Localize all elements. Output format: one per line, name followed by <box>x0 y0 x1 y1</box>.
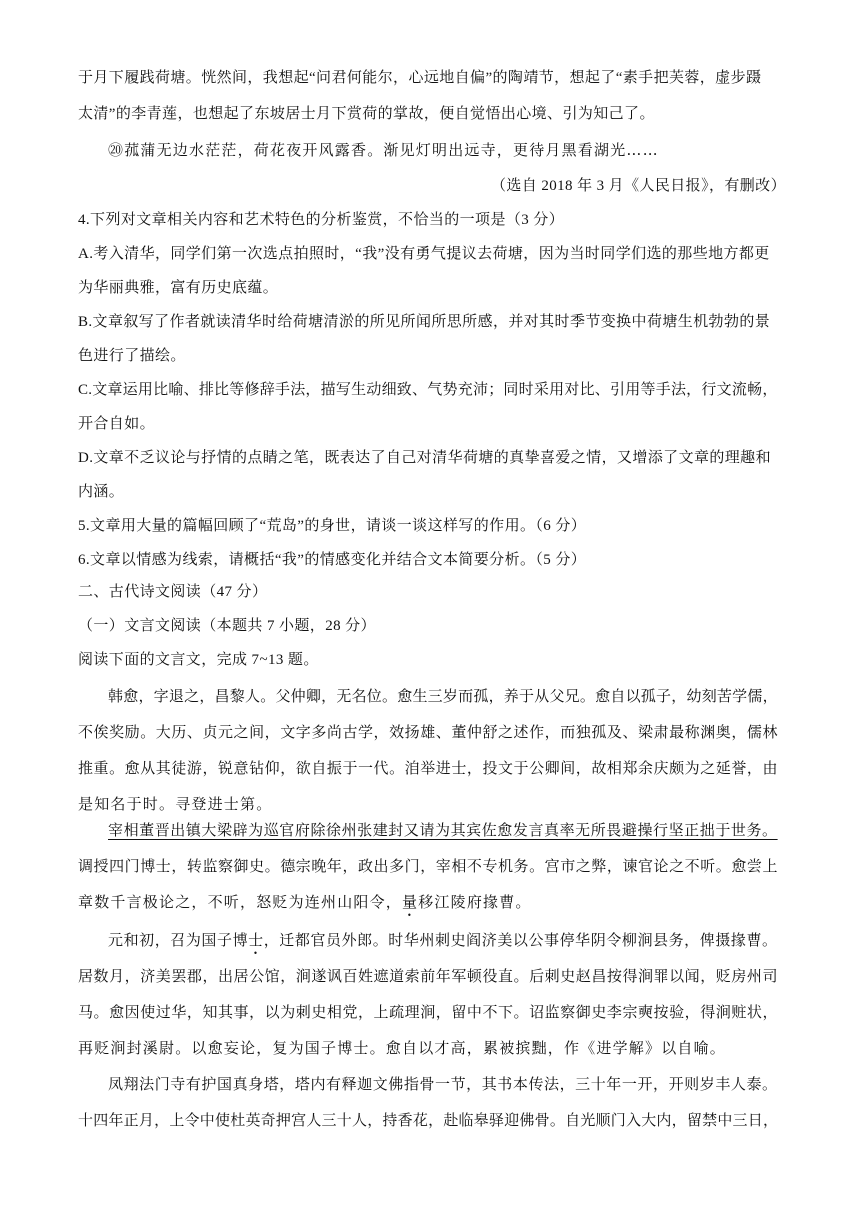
classical-paragraph-1-line-2: 不俟奖励。大历、贞元之间，文字多尚古学，效扬雄、董仲舒之述作，而独孤及、梁肃最称渊奥，儒林 <box>78 723 779 741</box>
classical-paragraph-1-line-3: 推重。愈从其徒游，锐意钻仰，欲自振于一代。洎举进士，投文于公卿间，故相郑余庆颇为之延誉，由 <box>78 759 779 777</box>
emphasized-character: 士 <box>248 931 264 949</box>
classical-text-segment: 元和初，召为国子博 <box>108 931 249 949</box>
classical-paragraph-3-line-1 <box>108 930 778 958</box>
question-4-option-d-line-2: 内涵。 <box>78 484 125 500</box>
classical-text-segment: ，迁都官员外郎。时华州刺史阎济美以公事停华阴令柳涧县务，俾摄掾曹。 <box>263 931 778 949</box>
classical-paragraph-4-line-1: 凤翔法门寺有护国真身塔，塔内有释迦文佛指骨一节，其书本传法，三十年一开，开则岁丰人泰。 <box>108 1075 778 1093</box>
emphasized-character: 量 <box>402 893 419 911</box>
classical-paragraph-3-line-2: 居数月，济美罢郡，出居公馆，涧遂讽百姓遮道索前年军顿役直。后刺史赵昌按得涧罪以闻，贬房州司 <box>78 967 779 985</box>
question-6: 6.文章以情感为线索，请概括“我”的情感变化并结合文本简要分析。（5 分） <box>78 552 587 568</box>
question-4-option-b-line-2: 色进行了描绘。 <box>78 348 186 364</box>
essay-source: （选自 2018 年 3 月《人民日报》，有删改） <box>490 178 786 194</box>
classical-paragraph-1-line-4: 是知名于时。寻登进士第。 <box>78 795 273 813</box>
classical-text-segment: 章数千言极论之，不听，怒贬为连州山阳令， <box>78 893 403 911</box>
question-4-option-c-line-1: C.文章运用比喻、排比等修辞手法，描写生动细致、气势充沛；同时采用对比、引用等手法，行文流畅， <box>78 382 778 398</box>
classical-paragraph-2-underlined-sentence: 宰相董晋出镇大梁辟为巡官府除徐州张建封又请为其宾佐愈发言真率无所畏避操行坚正拙于世务。 <box>108 821 778 839</box>
reading-instruction: 阅读下面的文言文，完成 7~13 题。 <box>78 652 319 668</box>
question-4-option-a-line-1: A.考入清华，同学们第一次选点拍照时，“我”没有勇气提议去荷塘，因为当时同学们选的那些地方都更 <box>78 246 770 262</box>
question-4-option-a-line-2: 为华丽典雅，富有历史底蕴。 <box>78 280 279 296</box>
classical-text-segment: 移江陵府掾曹。 <box>418 893 532 911</box>
essay-paragraph-20: ⑳菰蒲无边水茫茫，荷花夜开风露香。渐见灯明出远寺，更待月黑看湖光…… <box>108 141 659 159</box>
classical-paragraph-4-line-2: 十四年正月，上令中使杜英奇押宫人三十人，持香花，赴临皋驿迎佛骨。自光顺门入大内，留禁中三日， <box>78 1111 779 1129</box>
classical-paragraph-2-line-2: 调授四门博士，转监察御史。德宗晚年，政出多门，宰相不专机务。宫市之弊，谏官论之不听。愈尝上 <box>78 857 779 875</box>
question-5: 5.文章用大量的篇幅回顾了“荒岛”的身世，请谈一谈这样写的作用。（6 分） <box>78 518 587 534</box>
question-4-option-b-line-1: B.文章叙写了作者就读清华时给荷塘清淤的所见所闻所思所感，并对其时季节变换中荷塘生机勃勃的景 <box>78 314 771 330</box>
question-4-option-c-line-2: 开合自如。 <box>78 416 156 432</box>
question-4-stem: 4.下列对文章相关内容和艺术特色的分析鉴赏，不恰当的一项是（3 分） <box>78 212 565 228</box>
question-4-option-d-line-1: D.文章不乏议论与抒情的点睛之笔，既表达了自己对清华荷塘的真挚喜爱之情，又增添了文章的理趣和 <box>78 450 771 466</box>
section-2-heading: 二、古代诗文阅读（47 分） <box>78 584 268 600</box>
essay-paragraph-19-line-1: 于月下履践荷塘。恍然间，我想起“问君何能尔，心远地自偏”的陶靖节，想起了“素手把芙蓉，虚步蹑 <box>78 70 762 86</box>
essay-paragraph-19-line-2: 太清”的李青莲，也想起了东坡居士月下赏荷的掌故，便自觉悟出心境、引为知己了。 <box>78 106 655 122</box>
classical-paragraph-3-line-4: 再贬涧封溪尉。以愈妄论，复为国子博士。愈自以才高，累被摈黜，作《进学解》以自喻。 <box>78 1039 727 1057</box>
section-2-subheading: （一）文言文阅读（本题共 7 小题，28 分） <box>78 618 376 634</box>
classical-paragraph-3-line-3: 马。愈因使过华，知其事，以为刺史相党，上疏理涧，留中不下。诏监察御史李宗奭按验，得涧赃状， <box>78 1003 779 1021</box>
classical-paragraph-1-line-1: 韩愈，字退之，昌黎人。父仲卿，无名位。愈生三岁而孤，养于从父兄。愈自以孤子，幼刻苦学儒， <box>108 687 778 705</box>
classical-paragraph-2-line-3 <box>78 892 532 920</box>
